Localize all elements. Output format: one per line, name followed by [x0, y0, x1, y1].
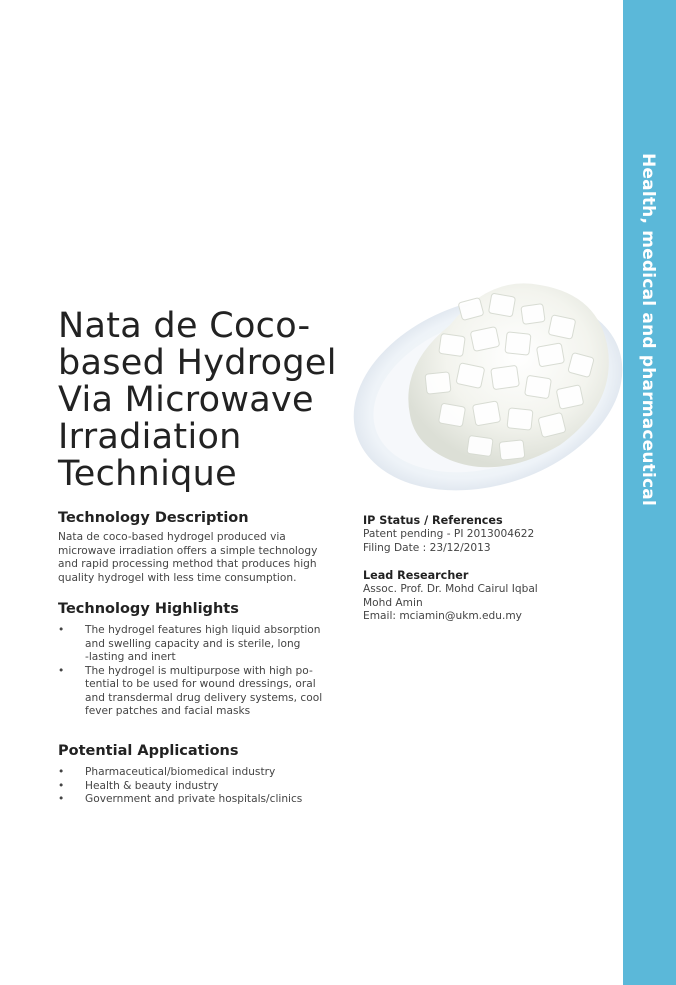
technology-highlights-heading: Technology Highlights [58, 601, 239, 617]
researcher-name: Assoc. Prof. Dr. Mohd Cairul Iqbal [363, 583, 538, 595]
researcher-email: Email: mciamin@ukm.edu.my [363, 610, 522, 622]
technology-highlights-list [58, 624, 322, 719]
technology-description-text: Nata de coco-based hydrogel produced via microwave irradiation offers a simple technology and rapid processing method that produces high quality hydrogel with less time consumption. [58, 531, 318, 584]
potential-applications-list [58, 766, 302, 807]
technology-description-heading: Technology Description [58, 510, 249, 526]
list-item: • Health & beauty industry [58, 779, 219, 792]
bullet-icon: • [58, 624, 65, 636]
title-line: based Hydrogel [58, 343, 337, 383]
list-item: • The hydrogel features high liquid absorption and swelling capacity and is sterile, long -lasting and inert [58, 624, 321, 663]
bullet-icon: • [58, 664, 65, 677]
title-line: Via Microwave [58, 380, 314, 420]
title-line: Nata de Coco- [58, 306, 311, 346]
bullet-icon: • [58, 779, 65, 792]
potential-applications-heading: Potential Applications [58, 743, 239, 759]
title-line: Irradiation [58, 417, 242, 457]
list-item: • The hydrogel is multipurpose with high po- tential to be used for wound dressings, oral and transdermal drug delivery systems, cool fever patches and facial masks [58, 664, 323, 717]
ip-status-heading: IP Status / References [363, 514, 503, 527]
nata-de-coco-photo [340, 255, 625, 505]
page-title [58, 308, 348, 493]
bullet-icon: • [58, 793, 65, 805]
lead-researcher-text [363, 583, 538, 624]
list-item: • Government and private hospitals/clinics [58, 793, 303, 805]
category-label: Health, medical and pharmaceutical [638, 153, 658, 507]
lead-researcher-heading: Lead Researcher [363, 569, 469, 582]
list-item: • Pharmaceutical/biomedical industry [58, 766, 276, 778]
ip-status-text: Patent pending - PI 2013004622 Filing Date : 23/12/2013 [363, 528, 535, 554]
researcher-name-cont: Mohd Amin [363, 596, 423, 609]
bullet-icon: • [58, 766, 65, 778]
title-line: Technique [58, 454, 237, 494]
